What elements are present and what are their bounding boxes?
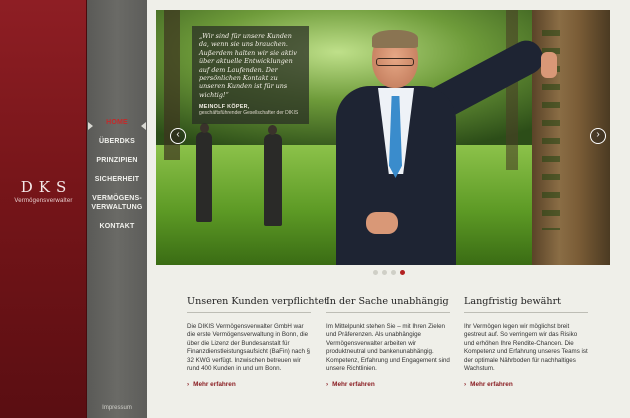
logo[interactable] bbox=[0, 178, 87, 204]
main-nav bbox=[87, 0, 147, 418]
column-title: In der Sache unabhängig bbox=[326, 296, 450, 313]
column-text: Die DIKIS Vermögensverwalter GmbH war die erste Vermögensverwaltung in Bonn, die über die Lizenz der Bundesanstalt für Finanzdienstleistungsaufsicht (BaFin) nach § 32 KWG verfügt. Inzwischen betreuen wir rund 400 Kunden in und um Bonn. bbox=[187, 323, 311, 373]
column-title: Langfristig bewährt bbox=[464, 296, 588, 313]
nav-item-vermoegensverwaltung[interactable]: VERMÖGENS-VERWALTUNG bbox=[91, 195, 143, 211]
mehr-erfahren-link[interactable]: › Mehr erfahren bbox=[326, 381, 375, 388]
column-title: Unseren Kunden verpflichtet bbox=[187, 296, 311, 313]
column-text: Ihr Vermögen legen wir möglichst breit gestreut auf. So verringern wir das Risiko und erhöhen Ihre Rendite-Chancen. Die Kompetenz und Erfahrung unseres Teams ist der optimale Nährboden für nachhaltiges Wachstum. bbox=[464, 323, 588, 373]
chevron-left-icon: ‹ bbox=[176, 129, 180, 140]
slider-prev-button[interactable] bbox=[170, 128, 186, 144]
mehr-erfahren-link[interactable]: › Mehr erfahren bbox=[187, 381, 236, 388]
slider-pagination bbox=[373, 270, 405, 275]
hero-quote: „Wir sind für unsere Kunden da, wenn sie uns brauchen. Außerdem halten wir sie aktiv über aktuelle Entwicklungen auf dem Laufenden. Der persönlichen Kontakt zu unseren Kunden ist für uns wichtig!“ bbox=[199, 32, 297, 99]
hero-quote-box bbox=[192, 26, 309, 124]
nav-item-kontakt[interactable]: KONTAKT bbox=[99, 223, 135, 230]
brand-column bbox=[0, 0, 87, 418]
background-person bbox=[264, 134, 282, 226]
slider-dot[interactable] bbox=[400, 270, 405, 275]
mehr-erfahren-link[interactable]: › Mehr erfahren bbox=[464, 381, 513, 388]
column-text: Im Mittelpunkt stehen Sie – mit Ihren Zielen und Präferenzen. Als unabhängige Vermögensverwalter arbeiten wir produktneutral und bankenunabhängig. Kompetenz, Erfahrung und Engagement sind unsere Richtlinien. bbox=[326, 323, 450, 373]
slider-next-button[interactable] bbox=[590, 128, 606, 144]
slider-dot[interactable] bbox=[382, 270, 387, 275]
background-person bbox=[196, 132, 212, 222]
info-column bbox=[326, 296, 450, 391]
info-column bbox=[187, 296, 328, 391]
slider-dot[interactable] bbox=[373, 270, 378, 275]
nav-item-prinzipien[interactable]: PRINZIPIEN bbox=[96, 157, 138, 164]
logo-letters: DKS bbox=[20, 178, 73, 196]
nav-list bbox=[87, 118, 147, 241]
nav-item-sicherheit[interactable]: SICHERHEIT bbox=[94, 176, 140, 183]
chevron-right-icon: › bbox=[596, 129, 600, 140]
nav-item-home[interactable]: HOME bbox=[106, 119, 128, 126]
quote-author: MEINOLF KÖPER, bbox=[199, 104, 250, 111]
info-column bbox=[464, 296, 588, 391]
hero-portrait bbox=[296, 32, 556, 265]
logo-tagline: Vermögensverwalter bbox=[14, 198, 73, 204]
impressum-link[interactable]: Impressum bbox=[102, 405, 132, 411]
slider-dot[interactable] bbox=[391, 270, 396, 275]
quote-author-role: geschäftsführender Gesellschafter der DIKIS bbox=[199, 110, 299, 117]
nav-item-ueber-dks[interactable]: ÜBERDKS bbox=[98, 138, 135, 145]
